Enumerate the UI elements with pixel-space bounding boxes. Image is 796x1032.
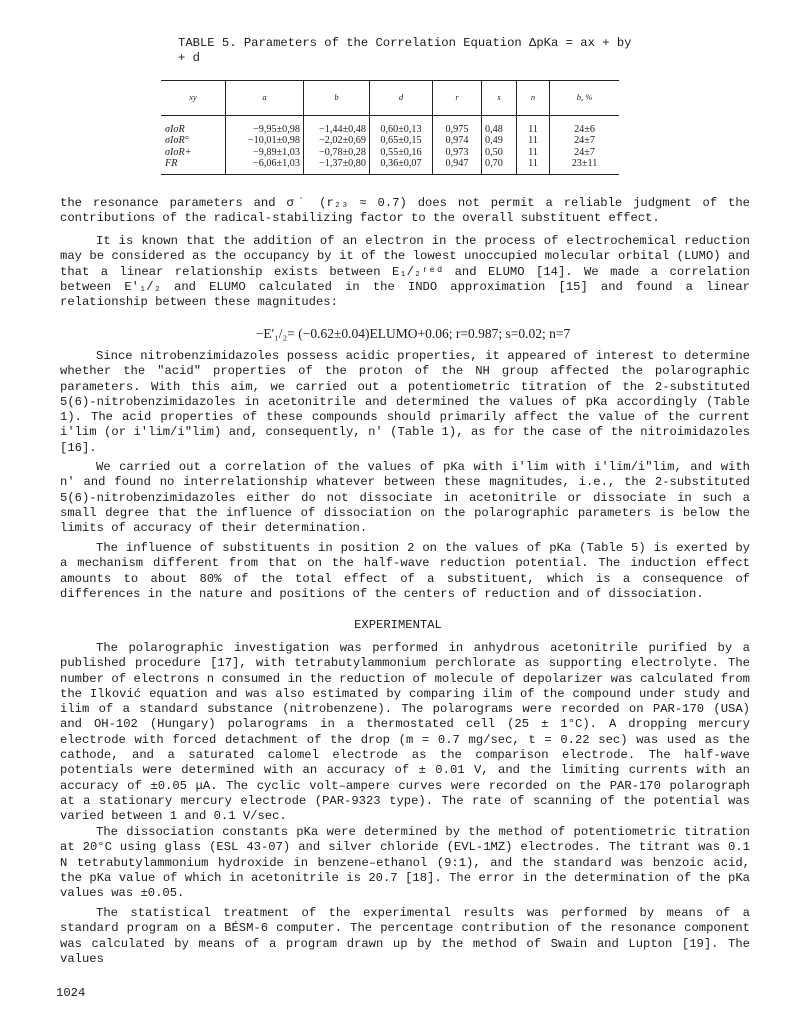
cell-bp: 24±7 — [574, 146, 595, 158]
cell-n: 11 — [528, 158, 538, 170]
header-s: s — [482, 81, 517, 116]
cell-r: 0,947 — [445, 158, 469, 170]
header-d: d — [370, 81, 433, 116]
cell-xy-column — [161, 116, 226, 175]
cell-r: 0,974 — [445, 135, 469, 147]
cell-r: 0,975 — [445, 124, 469, 135]
cell-s: 0,50 — [485, 146, 503, 158]
paragraph-acidic: Since nitrobenzimidazoles possess acidic properties, it appeared of interest to determine whether the "acid" properties of the proton of the NH group affected the polarographic parameters. With this aim, we carried out a potentiometric titration of the 2-substituted 5(6)-nitrobenzimidazoles in acetonitrile and determined the values of pKa accordingly (Table 1). The acid properties of these compounds should primarily affect the value of the current i'lim (or i'lim/i"lim) and, consequently, n' (Table 1), as for the case of the nitroimidazoles [16]. — [60, 349, 750, 455]
cell-xy: FR — [165, 158, 178, 170]
header-a: a — [226, 81, 304, 116]
cell-b: −1,37±0,80 — [319, 158, 366, 170]
cell-d: 0,55±0,16 — [380, 146, 422, 158]
cell-n: 11 — [528, 124, 538, 135]
paragraph-polarographic: The polarographic investigation was performed in anhydrous acetonitrile purified by a published procedure [17], with tetrabutylammonium perchlorate as supporting electrolyte. The number of electrons n consumed in the reduction of molecule of depolarizer was calculated from the Ilković equation and was also estimated by comparing ilim of the compound under study and ilim of a standard substance (nitrobenzene). The polarograms were recorded on PAR-170 (USA) and OH-102 (Hungary) polarograms in a thermostated cell (25 ± 1°C). A dropping mercury electrode with forced detachment of the drop (m = 0.7 mg/sec, t = 0.22 sec) was used as the cathode, and a saturated calomel electrode as the comparison electrode. The half-wave potentials were determined with an accuracy of ± 0.01 V, and the limiting currents with an accuracy of ±0.05 μA. The cyclic volt–ampere curves were recorded on the PAR-170 polarograph at a stationary mercury electrode (PAR-9323 type). The rate of scanning of the potential was varied between 1 and 0.1 V/sec. — [60, 641, 750, 824]
paragraph-lumo: It is known that the addition of an electron in the process of electrochemical reduction may be considered as the occupancy by it of the lowest unoccupied molecular orbital (LUMO) and that a linear relationship exists between E₁/₂ʳᵉᵈ and ELUMO [14]. We made a correlation between E'₁/₂ and ELUMO calculated in the INDO approximation [15] and found a linear relationship between these magnitudes: — [60, 234, 750, 310]
cell-b-column — [304, 116, 370, 175]
table-body-row — [161, 116, 619, 175]
header-xy: xy — [161, 81, 226, 116]
cell-n-column — [517, 116, 550, 175]
paragraph-substituents: The influence of substituents in position 2 on the values of pKa (Table 5) is exerted by a mechanism different from that on the half-wave reduction potential. The induction effect amounts to about 80% of the total effect of a substituent, which is a consequence of differences in the nature and positions of the centers of reduction and of dissociation. — [60, 541, 750, 601]
cell-n: 11 — [528, 146, 538, 158]
cell-b: −2,02±0,69 — [319, 135, 366, 147]
cell-a: −9,95±0,98 — [253, 124, 300, 135]
cell-n: 11 — [528, 135, 538, 147]
cell-bp: 24±7 — [574, 135, 595, 147]
cell-b: −1,44±0,48 — [319, 124, 366, 135]
paragraph-dissociation: The dissociation constants pKa were determined by the method of potentiometric titration at 20°C using glass (ESL 43-07) and silver chloride (EVL-1MZ) electrodes. The titrant was 0.1 N tetrabutylammonium hydroxide in benzene–ethanol (9:1), and the standard was benzoic acid, the pKa value of which in acetonitrile is 20.7 [18]. The error in the determination of the pKa values was ±0.05. — [60, 825, 750, 901]
header-n: n — [517, 81, 550, 116]
cell-a: −6,06±1,03 — [253, 158, 300, 170]
cell-r: 0,973 — [445, 146, 469, 158]
page-number: 1024 — [56, 986, 86, 1000]
cell-d: 0,36±0,07 — [380, 158, 422, 170]
paragraph-correlation: We carried out a correlation of the values of pKa with i'lim with i'lim/i"lim, and with n' and found no interrelationship whatever between these magnitudes, i.e., the 2-substituted 5(6)-nitrobenzimidazoles either do not dissociate in acetonitrile or dissociate in such a small degree that the influence of dissociation on the polarographic parameters is below the limits of accuracy of their determination. — [60, 460, 750, 536]
cell-xy: σIσR+ — [165, 146, 192, 158]
cell-a: −10,01±0,98 — [247, 135, 300, 147]
cell-d: 0,65±0,15 — [380, 135, 422, 147]
header-r: r — [433, 81, 482, 116]
cell-bp-column — [550, 116, 620, 175]
cell-bp: 24±6 — [574, 124, 595, 135]
table-header-row — [161, 81, 619, 116]
header-b-percent: b, % — [550, 81, 620, 116]
lumo-equation — [0, 326, 796, 341]
cell-s: 0,70 — [485, 158, 503, 170]
cell-b: −0,78±0,28 — [319, 146, 366, 158]
cell-r-column — [433, 116, 482, 175]
table-caption: TABLE 5. Parameters of the Correlation Equation ΔpKa = ax + by + d — [178, 36, 632, 65]
cell-a-column — [226, 116, 304, 175]
lumo-equation-text: −E'₁/₂= (−0.62±0.04)ELUMO+0.06; r=0.987; s=0.02; n=7 — [255, 326, 571, 341]
correlation-table — [161, 80, 619, 175]
cell-d-column — [370, 116, 433, 175]
paragraph-resonance: the resonance parameters and σ˙ (r₂₃ ≈ 0.7) does not permit a reliable judgment of the contributions of the radical-stabilizing factor to the overall substituent effect. — [60, 196, 750, 226]
cell-xy: σIσR° — [165, 135, 189, 147]
cell-a: −9,89±1,03 — [253, 146, 300, 158]
section-heading: EXPERIMENTAL — [354, 618, 442, 632]
header-b: b — [304, 81, 370, 116]
cell-s-column — [482, 116, 517, 175]
cell-xy: σIσR — [165, 124, 185, 135]
cell-s: 0,49 — [485, 135, 503, 147]
cell-d: 0,60±0,13 — [380, 124, 422, 135]
cell-s: 0,48 — [485, 124, 503, 135]
cell-bp: 23±11 — [571, 158, 598, 170]
paragraph-statistical: The statistical treatment of the experimental results was performed by means of a standard program on a BÉSM-6 computer. The percentage contribution of the resonance component was calculated by means of a program drawn up by the method of Swain and Lupton [19]. The values — [60, 906, 750, 966]
